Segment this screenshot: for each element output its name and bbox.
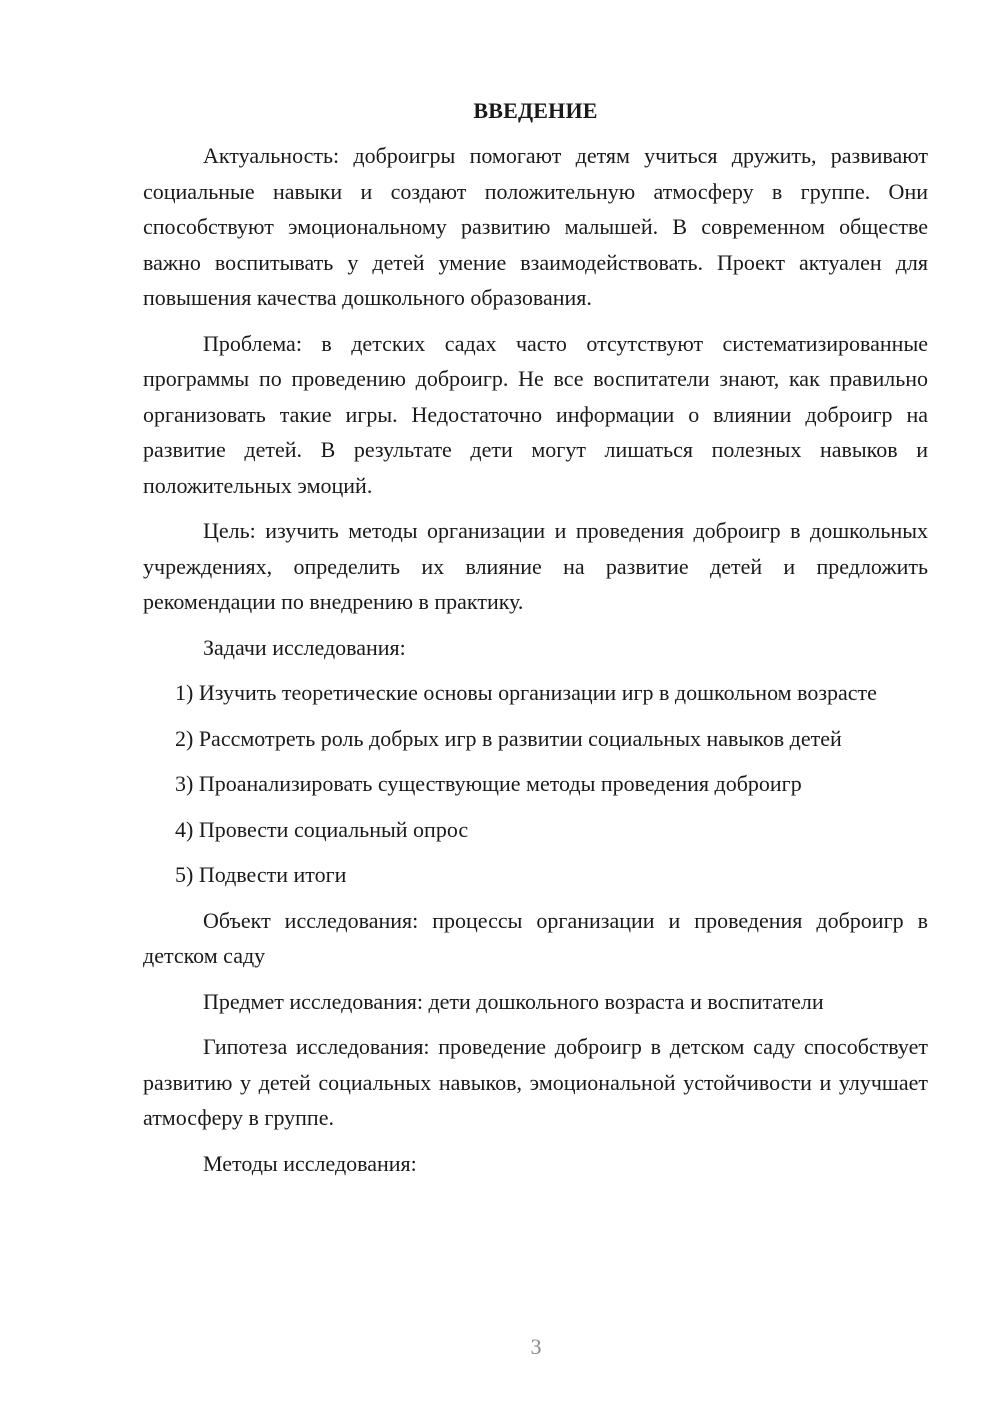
- goal-paragraph: Цель: изучить методы организации и проведения доброигр в дошкольных учреждениях, определить их влияние на развитие детей и предложить рекомендации по внедрению в практику.: [143, 518, 928, 614]
- document-page: [143, 96, 928, 1191]
- section-title: ВВЕДЕНИЕ: [473, 98, 598, 123]
- task-item: 1) Изучить теоретические основы организации игр в дошкольном возрасте: [175, 680, 877, 705]
- task-item: 2) Рассмотреть роль добрых игр в развитии социальных навыков детей: [175, 725, 842, 751]
- task-item: 5) Подвести итоги: [175, 862, 347, 887]
- task-item: 3) Проанализировать существующие методы проведения доброигр: [175, 771, 802, 796]
- task-item: 4) Провести социальный опрос: [175, 816, 469, 842]
- tasks-heading: Задачи исследования:: [203, 634, 406, 660]
- page-number: 3: [530, 1334, 542, 1359]
- relevance-paragraph: Актуальность: доброигры помогают детям учиться дружить, развивают социальные навыки и создают положительную атмосферу в группе. Они способствуют эмоциональному развитию малышей. В современном обществе важно воспитывать у детей умение взаимодействовать. Проект актуален для повышения качества дошкольного образования.: [143, 143, 928, 310]
- research-object-paragraph: Объект исследования: процессы организации и проведения доброигр в детском саду: [143, 907, 928, 968]
- methods-heading: Методы исследования:: [203, 1150, 417, 1176]
- problem-paragraph: Проблема: в детских садах часто отсутствуют систематизированные программы по проведению доброигр. Не все воспитатели знают, как правильно организовать такие игры. Недостаточно информации о влиянии доброигр на развитие детей. В результате дети могут лишаться полезных навыков и положительных эмоций.: [143, 330, 928, 498]
- hypothesis-paragraph: Гипотеза исследования: проведение доброигр в детском саду способствует развитию у детей социальных навыков, эмоциональной устойчивости и улучшает атмосферу в группе.: [143, 1034, 928, 1130]
- research-subject-paragraph: Предмет исследования: дети дошкольного возраста и воспитатели: [203, 988, 824, 1014]
